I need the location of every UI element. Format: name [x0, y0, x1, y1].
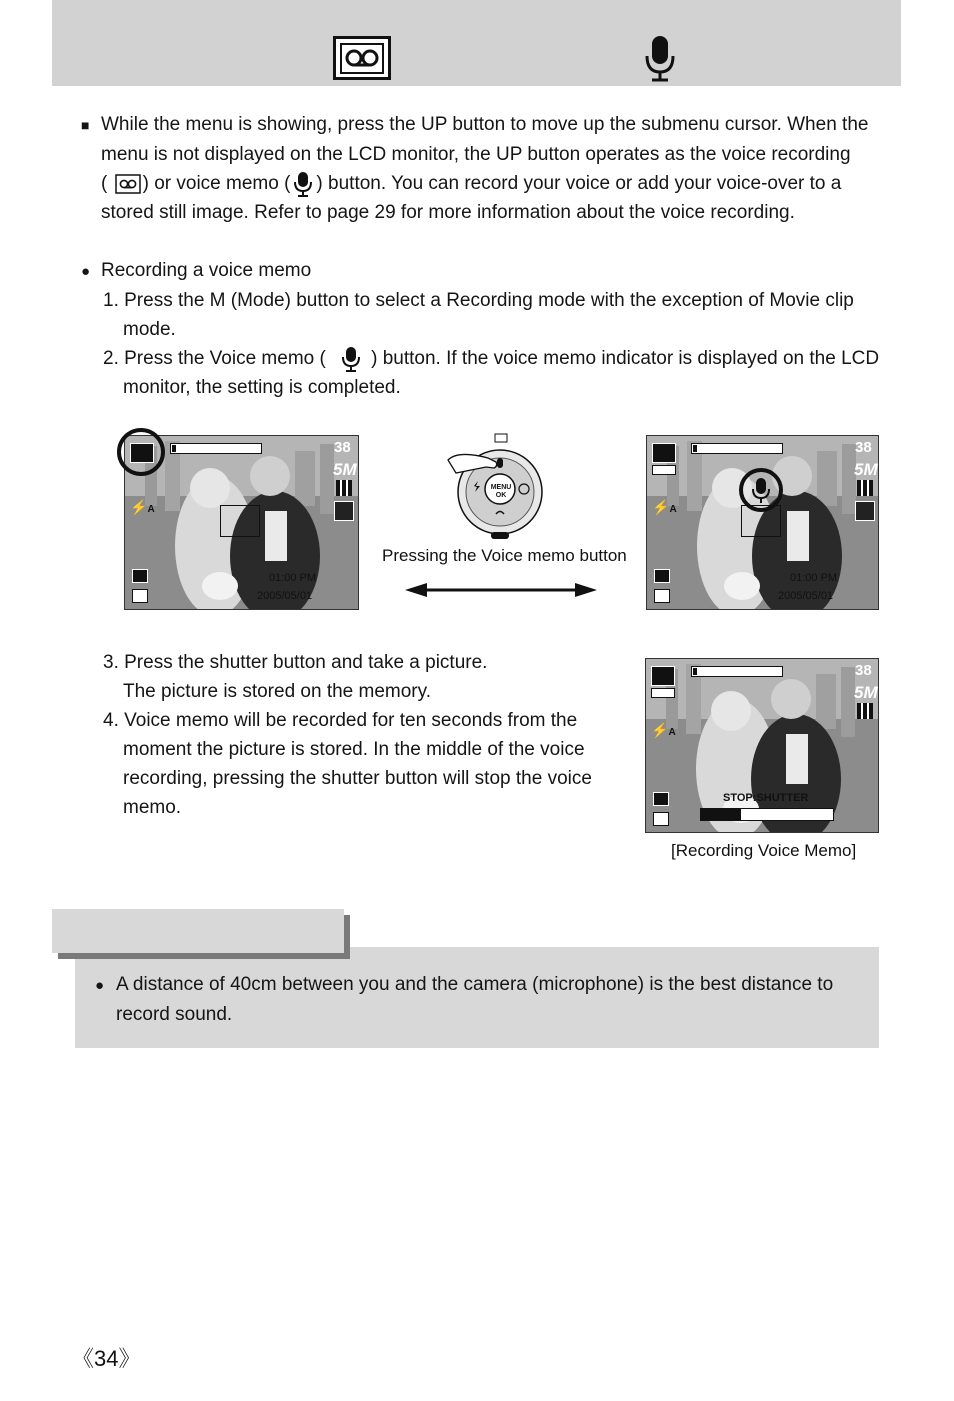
- flash-icon: ⚡A: [651, 722, 676, 738]
- battery-fill: [172, 445, 176, 452]
- step-3-cont: The picture is stored on the memory.: [123, 681, 431, 702]
- step-4: 4. Voice memo will be recorded for ten seconds from the: [103, 710, 578, 731]
- lcd-overlay-recording: [645, 658, 877, 831]
- battery-icon: [651, 688, 675, 698]
- stabilizer-icon: [653, 792, 669, 806]
- quality-icon: [857, 480, 873, 496]
- step-3: 3. Press the shutter button and take a picture.: [103, 652, 488, 673]
- stabilizer-icon: [654, 569, 670, 583]
- battery-bar: [691, 666, 783, 677]
- note-text: [95, 970, 865, 1029]
- highlight-circle: [117, 428, 165, 476]
- voice-memo-icon: [290, 170, 316, 198]
- step-2: 2. Press the Voice memo ( ) button. If the voice memo indicator is displayed on the LCD: [81, 344, 901, 373]
- flash-icon: ⚡A: [130, 499, 155, 515]
- voice-memo-indicator: [738, 467, 784, 513]
- date-label: 2005/05/01: [778, 590, 834, 602]
- voice-recording-icon: [333, 36, 391, 80]
- voice-recording-icon: [113, 173, 143, 195]
- metering-icon: [855, 501, 875, 521]
- stop-shutter-label: STOP:SHUTTER: [723, 792, 809, 804]
- lcd-overlay-after: [646, 435, 877, 608]
- date-label: 2005/05/01: [257, 590, 313, 602]
- battery-icon: [652, 465, 676, 475]
- metering-icon: [334, 501, 354, 521]
- recording-caption: [Recording Voice Memo]: [671, 841, 857, 860]
- camera-mode-icon: [651, 666, 675, 686]
- voice-memo-section: [81, 256, 901, 402]
- pressing-caption: Pressing the Voice memo button: [382, 546, 627, 565]
- shots-remaining: 38: [855, 439, 872, 456]
- battery-bar: [691, 443, 783, 454]
- double-arrow: [405, 580, 597, 600]
- resolution-label: 5M: [333, 460, 357, 479]
- step-4-cont-1: moment the picture is stored. In the middle of the voice: [123, 739, 585, 760]
- flash-icon: ⚡A: [652, 499, 677, 515]
- step-2-cont: monitor, the setting is completed.: [123, 377, 401, 398]
- voice-memo-icon: [331, 345, 371, 373]
- steps-3-4: [81, 648, 621, 822]
- recording-progress-fill: [701, 809, 741, 820]
- intro-line-2: menu is not displayed on the LCD monitor, the UP button operates as the voice recording: [101, 144, 851, 165]
- storage-icon: [132, 589, 148, 603]
- note-line-1: ● A distance of 40cm between you and the camera (microphone) is the best distance to: [95, 974, 834, 995]
- battery-fill: [693, 445, 697, 452]
- header-band: [52, 0, 901, 86]
- step-1-cont: mode.: [123, 319, 176, 340]
- intro-line-3: ( ) or voice memo ( ) button. You can record your voice or add your voice-over to a: [81, 169, 881, 198]
- shots-remaining: 38: [334, 439, 351, 456]
- section-title: ● Recording a voice memo: [81, 260, 312, 281]
- step-4-cont-2: recording, pressing the shutter button will stop the voice: [123, 768, 592, 789]
- page-number: 《34》: [72, 1346, 141, 1371]
- time-label: 01:00 PM: [269, 572, 317, 584]
- recording-progress-bar: [700, 808, 834, 821]
- note-line-2: record sound.: [116, 1004, 233, 1025]
- stabilizer-icon: [132, 569, 148, 583]
- intro-paragraph: [81, 110, 881, 227]
- time-label: 01:00 PM: [790, 572, 838, 584]
- storage-icon: [654, 589, 670, 603]
- quality-icon: [336, 480, 352, 496]
- battery-bar: [170, 443, 262, 454]
- step-4-cont-3: memo.: [123, 797, 182, 818]
- voice-memo-icon: [643, 34, 677, 84]
- step-1: 1. Press the M (Mode) button to select a Recording mode with the exception of Movie clip: [103, 290, 854, 311]
- resolution-label: 5M: [854, 460, 878, 479]
- intro-line-4: stored still image. Refer to page 29 for more information about the voice recording.: [101, 202, 795, 223]
- note-tab: [52, 909, 344, 953]
- battery-fill: [693, 668, 697, 675]
- intro-line-1: ■ While the menu is showing, press the UP button to move up the submenu cursor. When the: [81, 114, 869, 135]
- resolution-label: 5M: [854, 683, 878, 702]
- storage-icon: [653, 812, 669, 826]
- focus-frame: [220, 505, 260, 537]
- dial-center-label: MENU OK: [490, 484, 512, 499]
- camera-mode-icon: [652, 443, 676, 463]
- quality-icon: [857, 703, 873, 719]
- shots-remaining: 38: [855, 662, 872, 679]
